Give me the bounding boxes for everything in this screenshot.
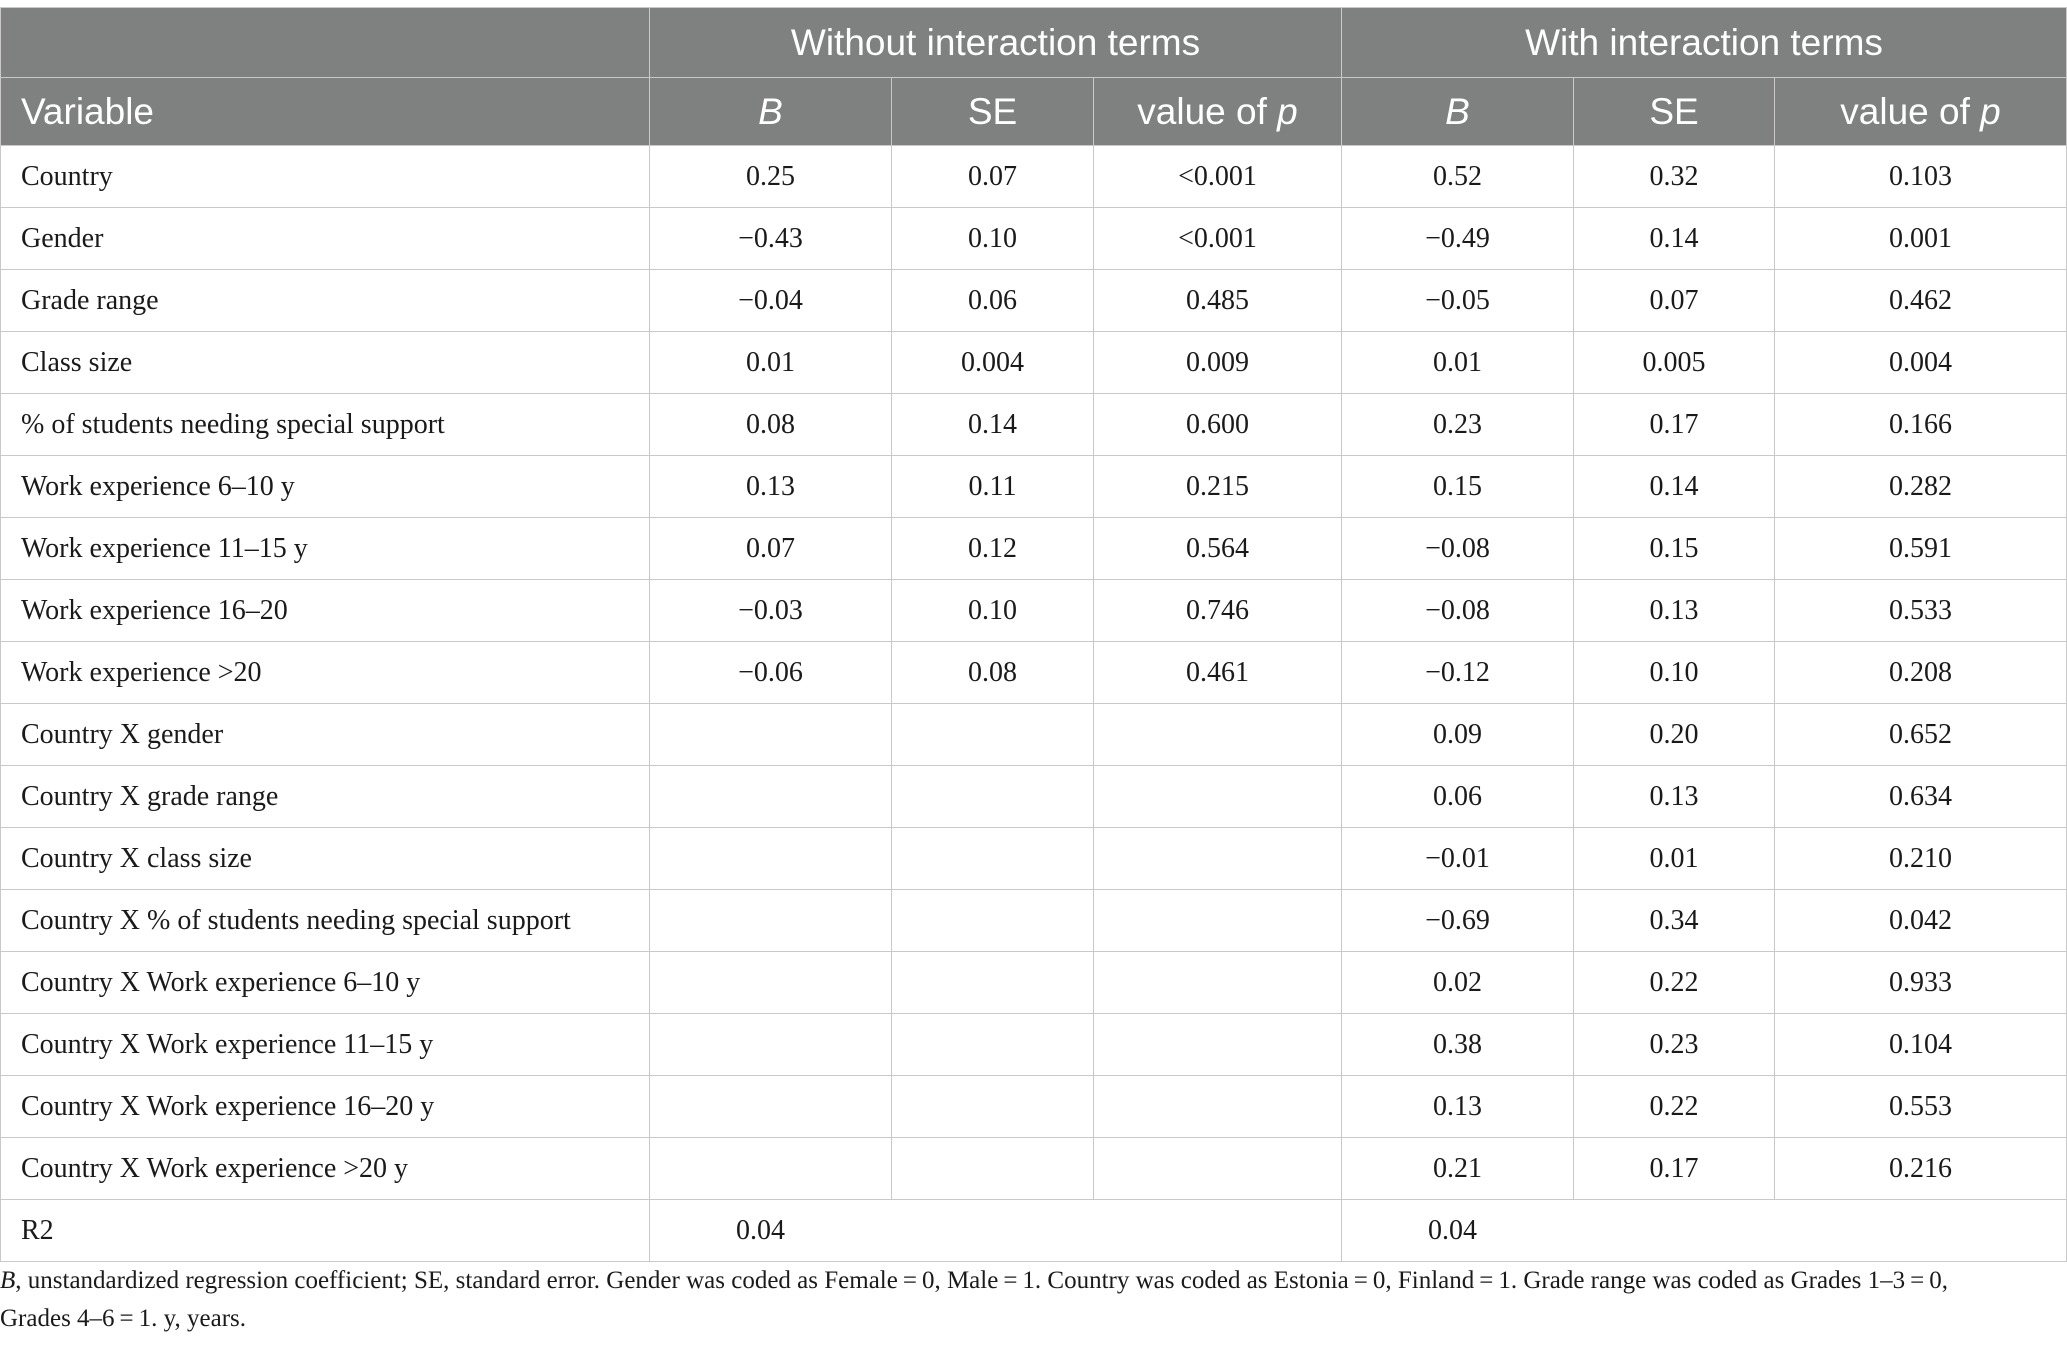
table-row [1, 394, 2067, 456]
b-without-cell [650, 1014, 892, 1076]
b-with-cell: 0.21 [1342, 1138, 1574, 1200]
column-header-b: B [650, 78, 892, 146]
p-without-cell [1094, 890, 1342, 952]
p-with-cell: 0.208 [1775, 642, 2067, 704]
p-with-cell: 0.166 [1775, 394, 2067, 456]
table-row [1, 1014, 2067, 1076]
p-without-cell: <0.001 [1094, 208, 1342, 270]
se-without-cell [892, 952, 1094, 1014]
b-with-cell: 0.09 [1342, 704, 1574, 766]
table-row [1, 890, 2067, 952]
p-with-cell: 0.042 [1775, 890, 2067, 952]
p-without-cell: <0.001 [1094, 146, 1342, 208]
table-row [1, 704, 2067, 766]
b-without-cell [650, 704, 892, 766]
b-with-cell: −0.08 [1342, 518, 1574, 580]
b-without-cell: 0.07 [650, 518, 892, 580]
p-without-cell [1094, 1076, 1342, 1138]
p-with-cell: 0.282 [1775, 456, 2067, 518]
table-row [1, 332, 2067, 394]
b-with-cell: −0.12 [1342, 642, 1574, 704]
table-row [1, 208, 2067, 270]
b-without-cell: −0.03 [650, 580, 892, 642]
p-without-cell: 0.600 [1094, 394, 1342, 456]
column-header-p-value: value of p [1775, 78, 2067, 146]
table-row [1, 1076, 2067, 1138]
p-without-cell: 0.215 [1094, 456, 1342, 518]
b-without-cell: −0.04 [650, 270, 892, 332]
footnote-line-2: Grades 4–6 = 1. y, years. [0, 1305, 247, 1332]
r2-without-cell: 0.04 [650, 1200, 1342, 1262]
table-row [1, 828, 2067, 890]
p-without-cell: 0.461 [1094, 642, 1342, 704]
b-without-cell [650, 952, 892, 1014]
table-row [1, 766, 2067, 828]
p-with-cell: 0.004 [1775, 332, 2067, 394]
p-without-cell [1094, 952, 1342, 1014]
b-without-cell: −0.43 [650, 208, 892, 270]
se-with-cell: 0.23 [1574, 1014, 1775, 1076]
variable-cell: Grade range [1, 270, 650, 332]
se-with-cell: 0.10 [1574, 642, 1775, 704]
b-with-cell: 0.23 [1342, 394, 1574, 456]
se-without-cell [892, 1138, 1094, 1200]
p-without-cell [1094, 1138, 1342, 1200]
se-without-cell [892, 890, 1094, 952]
b-with-cell: 0.06 [1342, 766, 1574, 828]
se-with-cell: 0.01 [1574, 828, 1775, 890]
variable-cell: % of students needing special support [1, 394, 650, 456]
b-with-cell: 0.13 [1342, 1076, 1574, 1138]
table-row [1, 1138, 2067, 1200]
se-without-cell: 0.10 [892, 208, 1094, 270]
table-row [1, 518, 2067, 580]
variable-cell: Country X class size [1, 828, 650, 890]
b-with-cell: 0.01 [1342, 332, 1574, 394]
se-with-cell: 0.15 [1574, 518, 1775, 580]
variable-cell: Gender [1, 208, 650, 270]
se-with-cell: 0.14 [1574, 208, 1775, 270]
table-row [1, 270, 2067, 332]
b-without-cell: 0.08 [650, 394, 892, 456]
p-with-cell: 0.933 [1775, 952, 2067, 1014]
se-without-cell [892, 1076, 1094, 1138]
p-with-cell: 0.210 [1775, 828, 2067, 890]
variable-cell: Country [1, 146, 650, 208]
p-with-cell: 0.104 [1775, 1014, 2067, 1076]
table-row [1, 952, 2067, 1014]
se-with-cell: 0.13 [1574, 766, 1775, 828]
column-header-p-value: value of p [1094, 78, 1342, 146]
se-without-cell [892, 766, 1094, 828]
p-without-cell: 0.009 [1094, 332, 1342, 394]
se-without-cell: 0.07 [892, 146, 1094, 208]
variable-cell: Country X Work experience >20 y [1, 1138, 650, 1200]
r2-with-cell: 0.04 [1342, 1200, 2067, 1262]
se-with-cell: 0.22 [1574, 1076, 1775, 1138]
group-header-with-interaction: With interaction terms [1342, 8, 2067, 78]
p-without-cell [1094, 766, 1342, 828]
b-without-cell [650, 766, 892, 828]
p-with-cell: 0.634 [1775, 766, 2067, 828]
variable-cell: Country X grade range [1, 766, 650, 828]
b-with-cell: 0.52 [1342, 146, 1574, 208]
b-without-cell [650, 828, 892, 890]
column-header-variable: Variable [1, 78, 650, 146]
p-with-cell: 0.553 [1775, 1076, 2067, 1138]
b-without-cell: 0.25 [650, 146, 892, 208]
b-without-cell [650, 1138, 892, 1200]
p-with-cell: 0.462 [1775, 270, 2067, 332]
se-without-cell: 0.10 [892, 580, 1094, 642]
variable-cell: Country X Work experience 16–20 y [1, 1076, 650, 1138]
table-footnote [0, 1262, 2067, 1338]
b-without-cell [650, 1076, 892, 1138]
b-with-cell: −0.49 [1342, 208, 1574, 270]
se-without-cell [892, 704, 1094, 766]
b-with-cell: 0.38 [1342, 1014, 1574, 1076]
b-with-cell: 0.15 [1342, 456, 1574, 518]
se-without-cell: 0.08 [892, 642, 1094, 704]
se-without-cell: 0.004 [892, 332, 1094, 394]
b-with-cell: −0.08 [1342, 580, 1574, 642]
variable-cell: Work experience 16–20 [1, 580, 650, 642]
table-row [1, 580, 2067, 642]
footnote-line-1: B, unstandardized regression coefficient; SE, standard error. Gender was coded as Female = 0, Male = 1. Country was coded as Estonia = 0, Finland = 1. Grade range was coded as Grades 1–3 = 0, [0, 1267, 1949, 1294]
b-without-cell: −0.06 [650, 642, 892, 704]
b-with-cell: −0.01 [1342, 828, 1574, 890]
se-with-cell: 0.34 [1574, 890, 1775, 952]
p-with-cell: 0.591 [1775, 518, 2067, 580]
column-header-b: B [1342, 78, 1574, 146]
p-without-cell [1094, 1014, 1342, 1076]
variable-cell: Country X Work experience 6–10 y [1, 952, 650, 1014]
table-row [1, 456, 2067, 518]
p-with-cell: 0.001 [1775, 208, 2067, 270]
se-with-cell: 0.13 [1574, 580, 1775, 642]
b-without-cell: 0.01 [650, 332, 892, 394]
r2-label-cell: R2 [1, 1200, 650, 1262]
column-header-se: SE [892, 78, 1094, 146]
se-with-cell: 0.20 [1574, 704, 1775, 766]
se-with-cell: 0.17 [1574, 394, 1775, 456]
p-with-cell: 0.103 [1775, 146, 2067, 208]
table-row [1, 146, 2067, 208]
se-with-cell: 0.32 [1574, 146, 1775, 208]
se-without-cell: 0.12 [892, 518, 1094, 580]
se-with-cell: 0.07 [1574, 270, 1775, 332]
p-without-cell: 0.564 [1094, 518, 1342, 580]
se-without-cell [892, 1014, 1094, 1076]
p-without-cell [1094, 828, 1342, 890]
r2-row [1, 1200, 2067, 1262]
p-without-cell: 0.746 [1094, 580, 1342, 642]
regression-table [0, 7, 2067, 1262]
variable-cell: Work experience 6–10 y [1, 456, 650, 518]
se-without-cell: 0.14 [892, 394, 1094, 456]
p-without-cell [1094, 704, 1342, 766]
se-with-cell: 0.14 [1574, 456, 1775, 518]
b-without-cell [650, 890, 892, 952]
se-with-cell: 0.22 [1574, 952, 1775, 1014]
b-with-cell: −0.05 [1342, 270, 1574, 332]
variable-cell: Country X Work experience 11–15 y [1, 1014, 650, 1076]
variable-cell: Work experience 11–15 y [1, 518, 650, 580]
p-with-cell: 0.533 [1775, 580, 2067, 642]
p-with-cell: 0.216 [1775, 1138, 2067, 1200]
b-without-cell: 0.13 [650, 456, 892, 518]
variable-cell: Country X % of students needing special support [1, 890, 650, 952]
variable-cell: Country X gender [1, 704, 650, 766]
table-row [1, 642, 2067, 704]
se-without-cell: 0.06 [892, 270, 1094, 332]
se-without-cell [892, 828, 1094, 890]
b-with-cell: 0.02 [1342, 952, 1574, 1014]
se-with-cell: 0.17 [1574, 1138, 1775, 1200]
b-with-cell: −0.69 [1342, 890, 1574, 952]
header-corner [1, 8, 650, 78]
variable-cell: Class size [1, 332, 650, 394]
column-header-se: SE [1574, 78, 1775, 146]
se-with-cell: 0.005 [1574, 332, 1775, 394]
variable-cell: Work experience >20 [1, 642, 650, 704]
p-with-cell: 0.652 [1775, 704, 2067, 766]
group-header-without-interaction: Without interaction terms [650, 8, 1342, 78]
p-without-cell: 0.485 [1094, 270, 1342, 332]
se-without-cell: 0.11 [892, 456, 1094, 518]
